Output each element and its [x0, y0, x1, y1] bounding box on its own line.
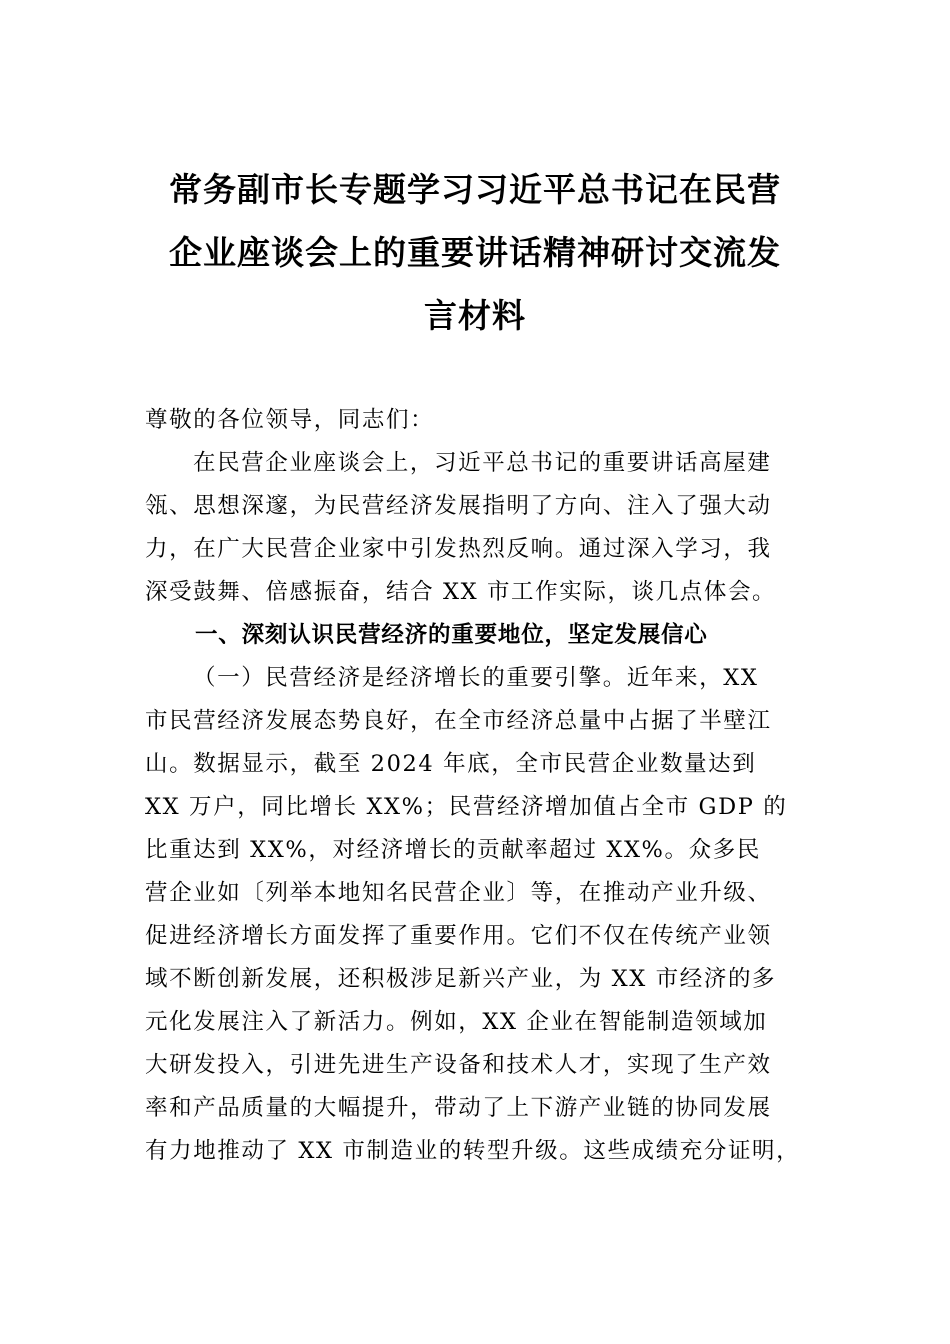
- section-1-line-7: 促进经济增长方面发挥了重要作用。它们不仅在传统产业领: [145, 923, 772, 949]
- section-1-line-10: 大研发投入，引进先进生产设备和技术人才，实现了生产效: [145, 1052, 772, 1078]
- section-1-line-5: 比重达到 XX%，对经济增长的贡献率超过 XX%。众多民: [145, 837, 761, 863]
- section-1-heading: 一、深刻认识民营经济的重要地位，坚定发展信心: [195, 622, 708, 648]
- section-1-line-4: XX 万户，同比增长 XX%；民营经济增加值占全市 GDP 的: [145, 794, 788, 820]
- document-body: [145, 399, 810, 1173]
- intro-line-2: 瓴、思想深邃，为民营经济发展指明了方向、注入了强大动: [145, 493, 772, 519]
- title-line-1: 常务副市长专题学习习近平总书记在民营: [169, 170, 781, 209]
- section-1-line-11: 率和产品质量的大幅提升，带动了上下游产业链的协同发展: [145, 1095, 772, 1121]
- section-1-line-6: 营企业如〔列举本地知名民营企业〕等，在推动产业升级、: [145, 880, 772, 906]
- title-line-2: 企业座谈会上的重要讲话精神研讨交流发: [169, 233, 781, 272]
- section-1-line-12: 有力地推动了 XX 市制造业的转型升级。这些成绩充分证明，: [145, 1138, 801, 1164]
- section-1-line-9: 元化发展注入了新活力。例如，XX 企业在智能制造领域加: [145, 1009, 768, 1035]
- intro-line-1: 在民营企业座谈会上，习近平总书记的重要讲话高屋建: [193, 450, 772, 476]
- intro-line-4: 深受鼓舞、倍感振奋，结合 XX 市工作实际，谈几点体会。: [145, 579, 777, 605]
- section-1-line-3: 山。数据显示，截至 2024 年底，全市民营企业数量达到: [145, 751, 757, 777]
- section-1-line-8: 域不断创新发展，还积极涉足新兴产业，为 XX 市经济的多: [145, 966, 777, 992]
- document-title: [130, 158, 820, 347]
- intro-line-3: 力，在广大民营企业家中引发热烈反响。通过深入学习，我: [145, 536, 772, 562]
- salutation: 尊敬的各位领导，同志们：: [145, 407, 435, 433]
- section-1-line-2: 市民营经济发展态势良好，在全市经济总量中占据了半壁江: [145, 708, 772, 734]
- title-line-3: 言材料: [424, 296, 526, 335]
- section-1-line-1: （一）民营经济是经济增长的重要引擎。近年来，XX: [193, 665, 759, 691]
